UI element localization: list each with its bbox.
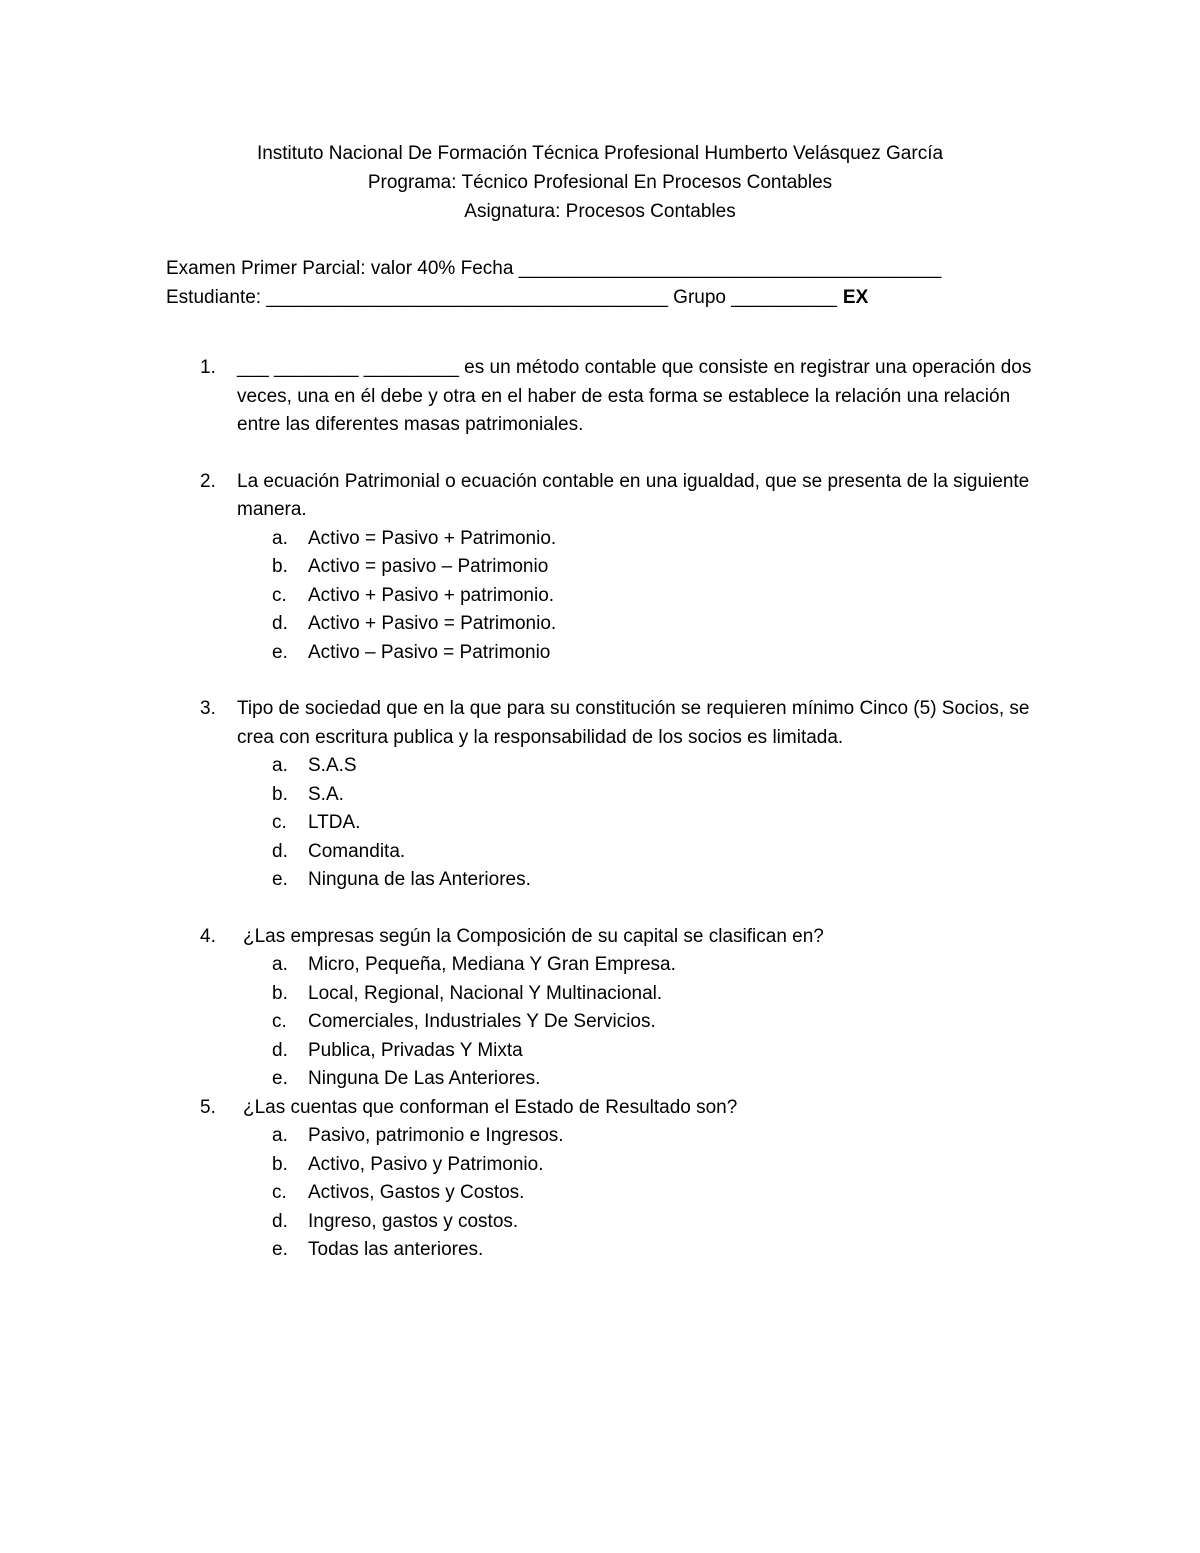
- option-list: [237, 752, 1037, 895]
- option-item: [237, 1236, 1037, 1265]
- institution-title: Instituto Nacional De Formación Técnica Profesional Humberto Velásquez García: [256, 143, 944, 164]
- option-text: Publica, Privadas Y Mixta: [308, 1039, 523, 1061]
- option-text: Activo, Pasivo y Patrimonio.: [308, 1153, 544, 1175]
- option-item: [237, 525, 1037, 554]
- option-text: Comerciales, Industriales Y De Servicios.: [308, 1011, 656, 1032]
- question-number: 5.: [200, 1096, 216, 1118]
- option-item: [237, 1037, 1037, 1066]
- option-list: [237, 951, 1037, 1094]
- question-text: ¿Las cuentas que conforman el Estado de Resultado son?: [243, 1096, 738, 1118]
- option-item: [237, 582, 1037, 611]
- option-letter: d.: [272, 840, 288, 862]
- option-text: Pasivo, patrimonio e Ingresos.: [308, 1125, 564, 1146]
- option-letter: e.: [272, 1068, 288, 1089]
- question-number: 3.: [200, 698, 216, 719]
- option-letter: c.: [272, 812, 287, 833]
- option-letter: a.: [272, 755, 288, 776]
- exam-date-line: Examen Primer Parcial: valor 40% Fecha ________________________________________: [166, 258, 942, 279]
- question-text: ___ ________ _________ es un método contable que consiste en registrar una operación dos veces, una en él debe y otra en el haber de esta forma se establece la relación una relación entre las diferentes masas patrimoniales.: [237, 357, 1032, 435]
- option-letter: b.: [272, 783, 288, 805]
- option-item: [237, 809, 1037, 838]
- option-item: [237, 553, 1037, 582]
- option-text: Ninguna de las Anteriores.: [308, 869, 531, 890]
- option-text: Activo = Pasivo + Patrimonio.: [308, 527, 557, 549]
- option-item: [237, 1151, 1037, 1180]
- option-text: Activos, Gastos y Costos.: [308, 1182, 525, 1203]
- option-item: [237, 781, 1037, 810]
- option-text: LTDA.: [308, 812, 361, 833]
- option-text: Activo + Pasivo = Patrimonio.: [308, 613, 557, 634]
- option-item: [237, 838, 1037, 867]
- option-item: [237, 610, 1037, 639]
- option-letter: e.: [272, 1239, 288, 1260]
- option-item: [237, 1065, 1037, 1094]
- exam-meta: [166, 254, 941, 312]
- question-4: [0, 923, 1037, 1094]
- option-text: Activo = pasivo – Patrimonio: [308, 556, 549, 577]
- option-text: Todas las anteriores.: [308, 1239, 484, 1260]
- question-3: [0, 695, 1037, 895]
- option-item: [237, 980, 1037, 1009]
- option-letter: c.: [272, 1011, 287, 1032]
- option-item: [237, 1179, 1037, 1208]
- option-letter: d.: [272, 1210, 288, 1232]
- option-item: [237, 951, 1037, 980]
- option-letter: a.: [272, 1125, 288, 1146]
- option-letter: a.: [272, 527, 288, 549]
- option-item: [237, 866, 1037, 895]
- option-text: Ingreso, gastos y costos.: [308, 1210, 519, 1232]
- option-text: Local, Regional, Nacional Y Multinacional.: [308, 982, 663, 1004]
- question-text: ¿Las empresas según la Composición de su capital se clasifican en?: [243, 925, 824, 947]
- student-line-text: Estudiante: ______________________________________ Grupo __________: [166, 287, 837, 308]
- option-text: Activo – Pasivo = Patrimonio: [308, 641, 551, 663]
- option-letter: b.: [272, 982, 288, 1004]
- option-letter: c.: [272, 1182, 287, 1203]
- option-item: [237, 752, 1037, 781]
- question-5: [0, 1094, 1037, 1265]
- option-item: [237, 1008, 1037, 1037]
- program-title: Programa: Técnico Profesional En Procesos Contables: [367, 172, 833, 193]
- option-letter: d.: [272, 1039, 288, 1061]
- option-list: [237, 525, 1037, 668]
- option-letter: a.: [272, 954, 288, 975]
- question-list: [0, 354, 1200, 1265]
- question-number: 4.: [200, 925, 216, 947]
- student-group-line: [166, 283, 941, 312]
- option-letter: b.: [272, 1153, 288, 1175]
- document-header: [0, 139, 1200, 226]
- option-text: Activo + Pasivo + patrimonio.: [308, 584, 555, 606]
- option-letter: b.: [272, 556, 288, 577]
- option-item: [237, 639, 1037, 668]
- option-text: S.A.S: [308, 755, 357, 776]
- option-text: Micro, Pequeña, Mediana Y Gran Empresa.: [308, 954, 676, 975]
- question-number: 2.: [200, 470, 216, 492]
- option-letter: d.: [272, 613, 288, 634]
- question-2: [0, 468, 1037, 668]
- option-letter: c.: [272, 584, 287, 606]
- option-text: S.A.: [308, 783, 344, 805]
- question-number: 1.: [200, 357, 216, 378]
- option-item: [237, 1208, 1037, 1237]
- ex-label: EX: [842, 287, 869, 308]
- option-list: [237, 1122, 1037, 1265]
- option-letter: e.: [272, 869, 288, 890]
- subject-title: Asignatura: Procesos Contables: [464, 201, 736, 222]
- option-text: Comandita.: [308, 840, 406, 862]
- question-text: La ecuación Patrimonial o ecuación contable en una igualdad, que se presenta de la siguiente manera.: [237, 470, 1030, 520]
- option-item: [237, 1122, 1037, 1151]
- option-letter: e.: [272, 641, 288, 663]
- question-1: [0, 354, 1037, 440]
- question-text: Tipo de sociedad que en la que para su constitución se requieren mínimo Cinco (5) Socios, se crea con escritura publica y la responsabilidad de los socios es limitada.: [237, 698, 1030, 748]
- option-text: Ninguna De Las Anteriores.: [308, 1068, 541, 1089]
